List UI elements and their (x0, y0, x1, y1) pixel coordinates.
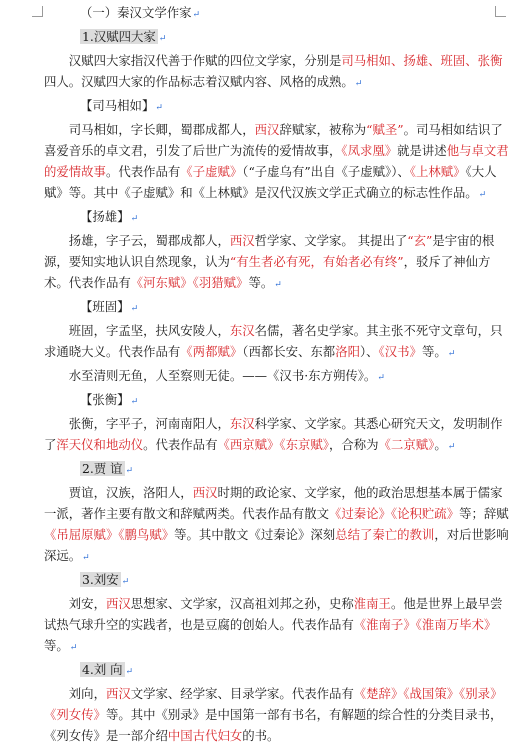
paragraph-mark-icon: ↵ (158, 34, 167, 44)
paragraph-mark-icon: ↵ (130, 397, 139, 407)
paragraph-yang-xiong: 扬雄，字子云，蜀郡成都人，西汉哲学家、文学家。 其提出了“玄”是宇宙的根源，要知实地认识自然现象，认为“有生者必有死，有始者必有终”，驳斥了神仙方术。代表作品有《河东赋》《羽猎赋》等。↵ (44, 233, 495, 290)
paragraph-mark-icon: ↵ (354, 79, 363, 89)
paragraph-mark-icon: ↵ (377, 373, 385, 383)
heading-yang-xiong: 【扬雄】↵ (80, 209, 139, 224)
paragraph-mark-icon: ↵ (125, 667, 134, 677)
paragraph-liu-xiang: 刘向，西汉文学家、经学家、目录学家。代表作品有《楚辞》《战国策》《别录》《列女传》等。其中《别录》是中国第一部有书名，有解题的综合性的分类目录书，《列女传》是一部介绍中国古代妇女的书。 (44, 686, 503, 743)
paragraph-mark-icon: ↵ (155, 103, 163, 113)
paragraph-mark-icon: ↵ (130, 304, 139, 314)
paragraph-mark-icon: ↵ (478, 190, 487, 200)
heading-han-fu-four-masters: 1.汉赋四大家 ↵ (82, 29, 167, 44)
heading-liu-an: 3.刘安 ↵ (82, 572, 130, 587)
paragraph-quote: 水至清则无鱼，人至察则无徒。——《汉书·东方朔传》。↵ (68, 368, 385, 383)
paragraph-mark-icon: ↵ (130, 214, 139, 224)
paragraph-mark-icon: ↵ (69, 643, 78, 653)
heading-sima-xiangru: 【司马相如】↵ (80, 98, 163, 113)
heading-jia-yi: 2.贾 谊 ↵ (82, 461, 134, 476)
heading-ban-gu: 【班固】↵ (80, 299, 139, 314)
paragraph-mark-icon: ↵ (447, 442, 456, 452)
paragraph-mark-icon: ↵ (82, 553, 90, 563)
paragraph-mark-icon: ↵ (274, 280, 282, 290)
paragraph-han-fu-intro: 汉赋四大家指汉代善于作赋的四位文学家，分别是司马相如、扬雄、班固、张衡四人。汉赋四大家的作品标志着汉赋内容、风格的成熟。↵ (44, 53, 503, 89)
paragraph-jia-yi: 贾谊，汉族，洛阳人，西汉时期的政论家、文学家，他的政治思想基本属于儒家一派，著作主要有散文和辞赋两类。代表作品有散文《过秦论》《论积贮疏》等；辞赋《吊屈原赋》《鹏鸟赋》等。其中散文《过秦论》深刻总结了秦亡的教训，对后世影响深远。↵ (44, 485, 509, 563)
heading-zhang-heng: 【张衡】↵ (80, 392, 139, 407)
heading-liu-xiang: 4.刘 向 ↵ (82, 662, 134, 677)
paragraph-ban-gu: 班固，字孟坚，扶风安陵人，东汉名儒，著名史学家。其主张不死守文章句，只求通晓大义。代表作品有《两都赋》（西都长安、东都洛阳）、《汉书》等。↵ (44, 323, 503, 359)
document-body[interactable] (44, 2, 512, 746)
highlight-four-names: 司马相如、扬雄、班固、张衡 (341, 53, 503, 68)
paragraph-mark-icon: ↵ (121, 577, 130, 587)
paragraph-liu-an: 刘安，西汉思想家、文学家，汉高祖刘邦之孙，史称淮南王。他是世界上最早尝试热气球升空的实践者，也是豆腐的创始人。代表作品有《淮南子》《淮南万毕术》等。↵ (44, 596, 503, 653)
section-title: （一）秦汉文学作家↵ (80, 5, 201, 20)
paragraph-mark-icon: ↵ (447, 349, 456, 359)
paragraph-sima-xiangru: 司马相如，字长卿，蜀郡成都人，西汉辞赋家，被称为“赋圣”。司马相如结识了喜爱音乐的卓文君，引发了后世广为流传的爱情故事，《凤求凰》就是讲述他与卓文君的爱情故事。代表作品有《子虚赋》（“子虚乌有”出自《子虚赋》）、《上林赋》《大人赋》等。其中《子虚赋》和《上林赋》是汉代汉族文学正式确立的标志性作品。↵ (44, 122, 509, 200)
paragraph-zhang-heng: 张衡，字平子，河南南阳人，东汉科学家、文学家。其悉心研究天文，发明制作了浑天仪和地动仪。代表作品有《西京赋》《东京赋》，合称为《二京赋》。↵ (44, 416, 503, 452)
margin-corner-mark-left (32, 6, 43, 17)
paragraph-mark-icon: ↵ (125, 466, 134, 476)
paragraph-mark-icon: ↵ (192, 10, 201, 20)
